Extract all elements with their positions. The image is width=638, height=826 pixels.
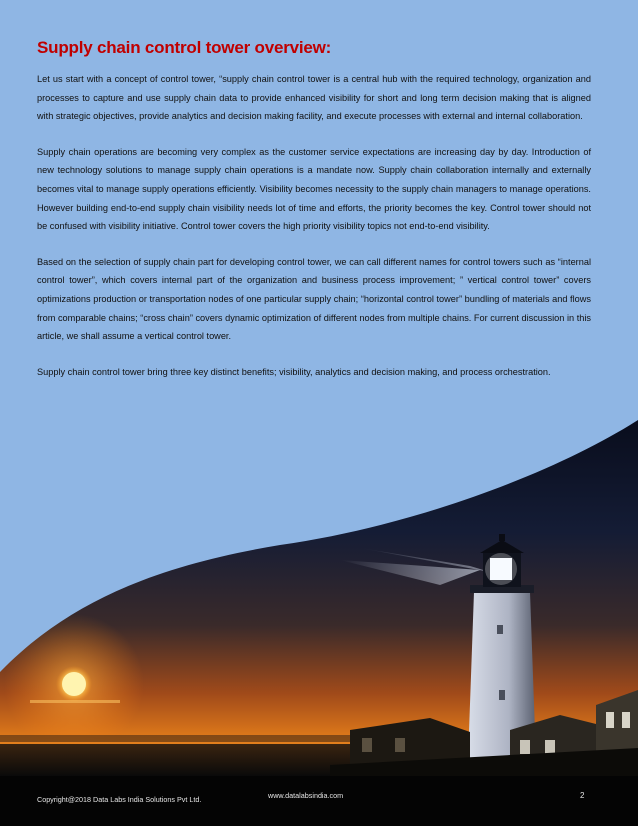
page-title: Supply chain control tower overview: [37,38,332,57]
paragraph-tower-types: Based on the selection of supply chain part for developing control tower, we can call different names for control towers such as “internal control tower”, which covers internal part of the organization and business process improvement; ” vertical control tower” covers optimizations production or transportation nodes of one particular supply chain; “horizontal control tower” bundling of materials and flows from comparable chains; “cross chain” covers dynamic optimization of different nodes from multiple chains. For current discussion in this article, we shall assume a vertical control tower. [37,256,591,342]
paragraph-concept: Let us start with a concept of control tower, “supply chain control tower is a central hub with the required technology, organization and processes to capture and use supply chain data to provide enhanced visibility for short and long term decision making that is aligned with strategic objectives, provide analytics and decision making facility, and execute processes with external and internal collaboration. [37,74,591,122]
article-body [37,38,591,398]
paragraph-benefits: Supply chain control tower bring three key distinct benefits; visibility, analytics and decision making, and process orchestration. [37,366,551,377]
footer-website-link[interactable]: www.datalabsindia.com [268,791,344,800]
page-number: 2 [580,791,585,800]
page-footer [0,776,638,826]
paragraph-complexity: Supply chain operations are becoming very complex as the customer service expectations are increasing day by day. Introduction of new technology solutions to manage supply chain operations is a mandate now. Supply chain collaboration internally and externally becomes vital to manage supply operations efficiently. Visibility becomes necessity to the supply chain managers to manage operations. However building end-to-end supply chain visibility needs lot of time and efforts, the priority becomes the key. Control tower should not be confused with visibility initiative. Control tower covers the high priority visibility topics not end-to-end visibility. [37,146,591,232]
footer-copyright: Copyright@2018 Data Labs India Solutions Pvt Ltd. [37,795,202,804]
